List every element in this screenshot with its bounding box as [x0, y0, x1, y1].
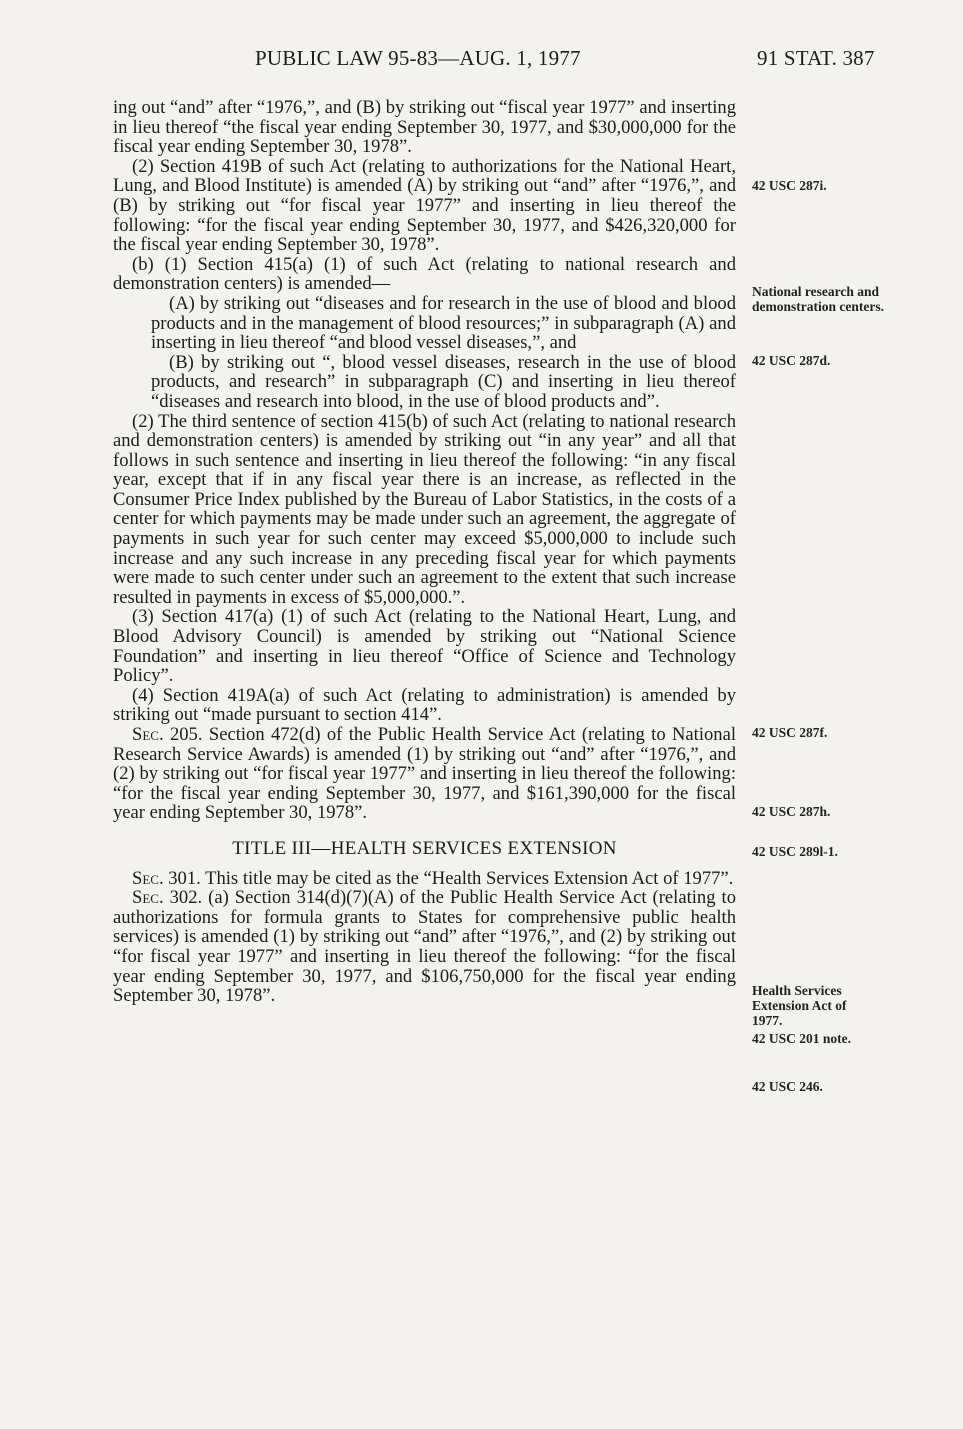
subparagraph-b: (B) by striking out “, blood vessel diseases, research in the use of blood products, and research” in subparagraph (C) and inserting in lieu thereof “diseases and research into blood, in the use of blood products and”.	[151, 351, 736, 412]
section-302-text: (a) Section 314(d)(7)(A) of the Public Health Service Act (relating to authorizations for formula grants to States for comprehensive public health services) is amended (1) by striking out “and” after “1976,”, and (2) by striking out “for fiscal year 1977” and inserting in lieu thereof the following: “for the fiscal year ending September 30, 1977, and $106,750,000 for the fiscal year ending September 30, 1978”.	[113, 887, 736, 1007]
paragraph-419b: (2) Section 419B of such Act (relating to authorizations for the National Heart, Lung, and Blood Institute) is amended (A) by striking out “and” after “1976,”, and (B) by striking out “for fiscal year 1977” and inserting in lieu thereof the following: “for the fiscal year ending September 30, 1977, and $426,320,000 for the fiscal year ending September 30, 1978”.	[113, 155, 736, 256]
section-302-label: Sec. 302.	[132, 887, 203, 909]
main-text-column	[113, 98, 736, 1006]
page-header-stat: 91 STAT. 387	[757, 46, 875, 70]
margin-note-287i: 42 USC 287i.	[752, 178, 827, 193]
paragraph-419a: (4) Section 419A(a) of such Act (relating to administration) is amended by striking out “made pursuant to section 414”.	[113, 684, 736, 726]
section-301-label: Sec. 301.	[132, 867, 201, 889]
margin-note-201: 42 USC 201 note.	[752, 1031, 852, 1046]
section-205	[113, 725, 736, 823]
margin-note-287f: 42 USC 287f.	[752, 725, 828, 740]
section-301	[113, 869, 736, 889]
margin-note-289l: 42 USC 289l-1.	[752, 844, 838, 859]
paragraph-415a: (b) (1) Section 415(a) (1) of such Act (relating to national research and demonstration centers) is amended—	[113, 253, 736, 295]
page-header-title: PUBLIC LAW 95-83—AUG. 1, 1977	[255, 46, 581, 70]
margin-note-287h: 42 USC 287h.	[752, 804, 831, 819]
paragraph-415b: (2) The third sentence of section 415(b) of such Act (relating to national research and demonstration centers) is amended by striking out “in any year” and all that follows in such sentence and inserting in lieu thereof the following: “in any fiscal year, except that if in any fiscal year there is an increase, as reflected in the Consumer Price Index published by the Bureau of Labor Statistics, in the costs of a center for which payments may be made under such an agreement, the aggregate of payments in such year for such center may exceed $5,000,000 to include such increase and any such increase in any preceding fiscal year for which payments were made to such center under such an agreement to the extent that such increase resulted in payments in excess of $5,000,000.”.	[113, 410, 736, 608]
margin-note-287d: 42 USC 287d.	[752, 353, 831, 368]
title-heading: TITLE III—HEALTH SERVICES EXTENSION	[232, 837, 617, 859]
section-205-text: Section 472(d) of the Public Health Service Act (relating to National Research Service Awards) is amended (1) by striking out “and” after “1976,”, and (2) by striking out “for fiscal year 1977” and inserting in lieu thereof the following: “for the fiscal year ending September 30, 1977, and $161,390,000 for the fiscal year ending September 30, 1978”.	[113, 724, 736, 824]
paragraph-417a: (3) Section 417(a) (1) of such Act (relating to the National Heart, Lung, and Blood Advisory Council) is amended by striking out “National Science Foundation” and inserting in lieu thereof “Office of Science and Technology Policy”.	[113, 606, 736, 687]
section-302	[113, 888, 736, 1006]
margin-note-246: 42 USC 246.	[752, 1079, 823, 1094]
section-301-text: This title may be cited as the “Health Services Extension Act of 1977”.	[200, 867, 734, 889]
section-205-label: Sec. 205.	[132, 724, 203, 745]
margin-note-national-research: National research and demonstration centers.	[752, 284, 884, 314]
subparagraph-a: (A) by striking out “diseases and for research in the use of blood and blood products and in the management of blood resources;” in subparagraph (A) and inserting in lieu thereof “and blood vessel diseases,”, and	[151, 292, 736, 354]
paragraph-continuation: ing out “and” after “1976,”, and (B) by striking out “fiscal year 1977” and inserting in lieu thereof “the fiscal year ending September 30, 1977, and $30,000,000 for the fiscal year ending September 30, 1978”.	[113, 97, 736, 158]
margin-note-health-services: Health Services Extension Act of 1977.	[752, 983, 847, 1028]
